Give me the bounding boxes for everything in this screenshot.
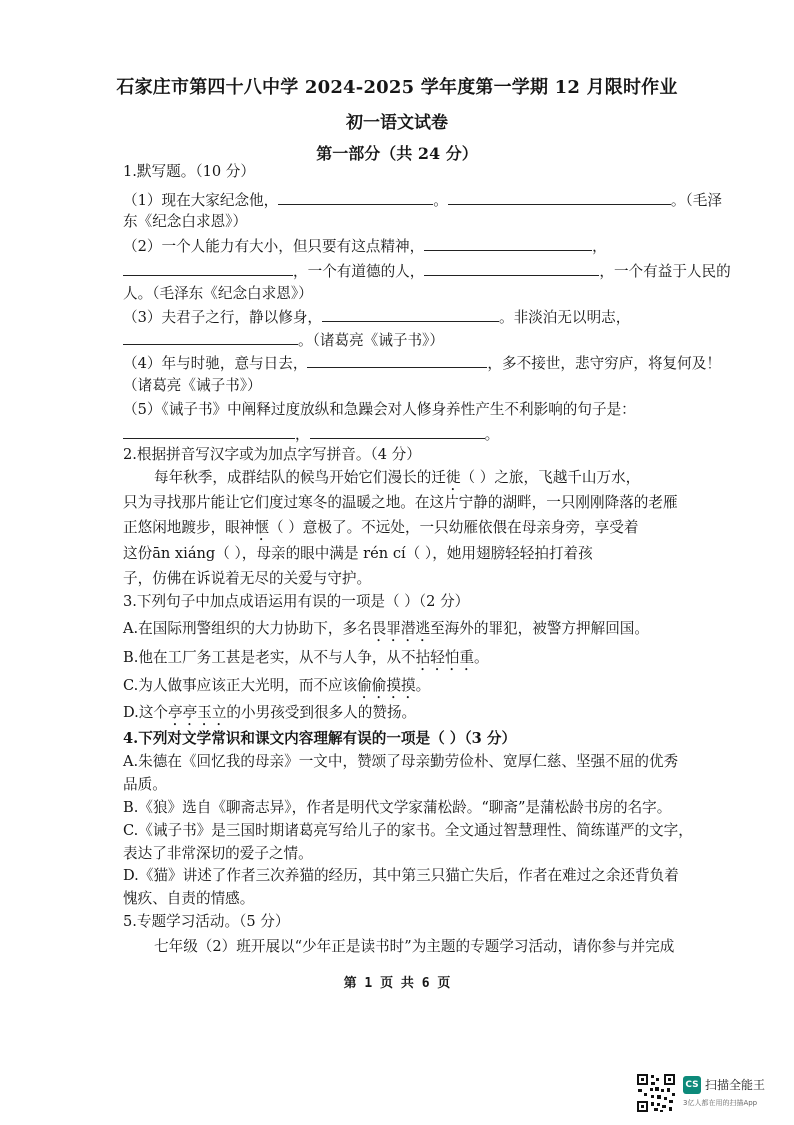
q4-option-b: B.《狼》选自《聊斋志异》，作者是明代文学家蒲松龄。“聊斋”是蒲松龄书房的名字。 (123, 799, 672, 816)
answer-blank[interactable] (307, 353, 487, 368)
option-text: D.这个 (123, 704, 169, 721)
q1-line-1-text: （1）现在大家纪念他， (123, 192, 279, 209)
q2-para-line-2: 只为寻找那片能让它们度过寒冬的温暖之地。在这片宁静的湖畔，一只刚刚降落的老雁 (123, 494, 678, 511)
option-text: B.他在工厂务工甚是老实，从不与人争，从不 (123, 649, 416, 666)
dotted-char: 惬 (254, 519, 269, 536)
answer-blank[interactable] (322, 307, 499, 322)
q3-heading: 3.下列句子中加点成语运用有误的一项是（ ）（2 分） (123, 593, 470, 610)
q1-line-2: 东《纪念白求恩》） (123, 213, 248, 230)
answer-blank[interactable] (278, 190, 433, 205)
q5-paragraph: 七年级（2）班开展以“少年正是读书时”为主题的专题学习活动，请你参与并完成 (154, 938, 675, 955)
qr-code-icon (636, 1073, 676, 1113)
option-text: 的小男孩受到很多人的赞扬。 (226, 704, 417, 721)
q1-line-1-tail: 。（毛泽 (670, 192, 722, 209)
option-text: 。 (415, 677, 431, 694)
q3-option-c (123, 676, 430, 702)
q1-line-1-mark: 。 (433, 192, 448, 209)
answer-blank[interactable] (448, 190, 671, 205)
q2-text: 每年秋季，成群结队的候鸟开始它们漫长的迁 (154, 469, 446, 486)
q1-line-7 (123, 330, 444, 351)
exam-title: 石家庄市第四十八中学 2024-2025 学年度第一学期 12 月限时作业 (116, 77, 678, 98)
q1-line-6-tail: 。非淡泊无以明志， (499, 309, 631, 326)
q4-option-d-line-2: 愧疚、自责的情感。 (123, 890, 255, 907)
q3-option-a (123, 619, 649, 645)
q2-text: （ ）意极了。不远处，一只幼雁依偎在母亲身旁，享受着 (268, 519, 639, 536)
q1-line-3-mark: ， (592, 238, 607, 255)
q1-line-9: （诸葛亮《诫子书》） (123, 377, 262, 394)
q4-option-a-line-2: 品质。 (123, 776, 167, 793)
q4-option-a-line-1: A.朱德在《回忆我的母亲》一文中，赞颂了母亲勤劳俭朴、宽厚仁慈、坚强不屈的优秀 (123, 753, 679, 770)
q2-para-line-3 (123, 518, 638, 544)
scanner-app-tagline: 3亿人都在用的扫描App (683, 1099, 758, 1107)
q2-text: 正悠闲地踱步，眼神 (123, 519, 255, 536)
q1-line-10: （5）《诫子书》中阐释过度放纵和急躁会对人修身养性产生不利影响的句子是： (123, 401, 636, 418)
q3-option-b (123, 648, 489, 674)
dotted-idiom: 亭亭玉立 (168, 704, 227, 721)
q1-line-6-text: （3）夫君子之行，静以修身， (123, 309, 323, 326)
answer-blank[interactable] (123, 261, 293, 276)
q4-option-c-line-1: C.《诫子书》是三国时期诸葛亮写给儿子的家书。全文通过智慧理性、简练谨严的文字， (123, 822, 693, 839)
q1-line-8-tail: ，多不接世，悲守穷庐，将复何及！ (487, 355, 721, 372)
option-text: 至海外的罪犯，被警方押解回国。 (430, 620, 649, 637)
q1-line-6 (123, 307, 630, 328)
answer-blank[interactable] (123, 330, 298, 345)
q4-heading: 4.下列对文学常识和课文内容理解有误的一项是（ ）（3 分） (123, 730, 517, 747)
q1-heading: 1.默写题。（10 分） (123, 163, 255, 180)
page-number: 第 1 页 共 6 页 (343, 976, 451, 991)
q1-line-11-end: 。 (484, 426, 500, 443)
q1-line-8 (123, 353, 721, 374)
q3-option-d (123, 703, 416, 729)
dotted-idiom: 拈轻怕重 (415, 649, 475, 666)
exam-subtitle: 初一语文试卷 (346, 113, 448, 133)
q1-line-1 (123, 190, 722, 211)
q1-line-5: 人。（毛泽东《纪念白求恩》） (123, 285, 313, 302)
q1-line-3-text: （2）一个人能力有大小，但只要有这点精神， (123, 238, 425, 255)
answer-blank[interactable] (424, 236, 592, 251)
q2-text: （ ）之旅，飞越千山万水， (460, 469, 641, 486)
q4-option-c-line-2: 表达了非常深切的爱子之情。 (123, 845, 313, 862)
scanner-app-name: 扫描全能王 (705, 1078, 766, 1092)
q1-line-3 (123, 236, 607, 257)
option-text: 。 (474, 649, 489, 666)
option-text: A.在国际刑警组织的大力协助下，多名 (123, 620, 372, 637)
answer-blank[interactable] (123, 424, 295, 439)
dotted-char: 徙 (445, 469, 461, 486)
q2-para-line-4: 这份ān xiáng（ ），母亲的眼中满是 rén cí（ ），她用翅膀轻轻拍打着孩 (123, 545, 593, 562)
q1-line-4-text: ，一个有道德的人， (293, 263, 425, 280)
q2-heading: 2.根据拼音写汉字或为加点字写拼音。（4 分） (123, 446, 421, 463)
q1-line-4 (123, 261, 731, 282)
q1-line-7-text: 。（诸葛亮《诫子书》） (298, 332, 444, 349)
q1-line-11-mark: ， (295, 426, 310, 443)
q2-para-line-1 (154, 468, 640, 494)
q4-option-d-line-1: D.《猫》讲述了作者三次养猫的经历，其中第三只猫亡失后，作者在难过之余还背负着 (123, 867, 679, 884)
option-text: C.为人做事应该正大光明，而不应该 (123, 677, 358, 694)
answer-blank[interactable] (310, 424, 485, 439)
q1-line-11 (123, 424, 499, 445)
dotted-idiom: 畏罪潜逃 (371, 620, 431, 637)
section-heading: 第一部分（共 24 分） (316, 144, 478, 163)
q5-heading: 5.专题学习活动。（5 分） (123, 913, 290, 930)
q2-para-line-5: 子，仿佛在诉说着无尽的关爱与守护。 (123, 570, 372, 587)
q1-line-8-text: （4）年与时驰，意与日去， (123, 355, 308, 372)
camscanner-logo-icon: CS (683, 1076, 701, 1094)
answer-blank[interactable] (424, 261, 599, 276)
dotted-idiom: 偷偷摸摸 (357, 677, 416, 694)
q1-line-4-tail: ，一个有益于人民的 (599, 263, 731, 280)
